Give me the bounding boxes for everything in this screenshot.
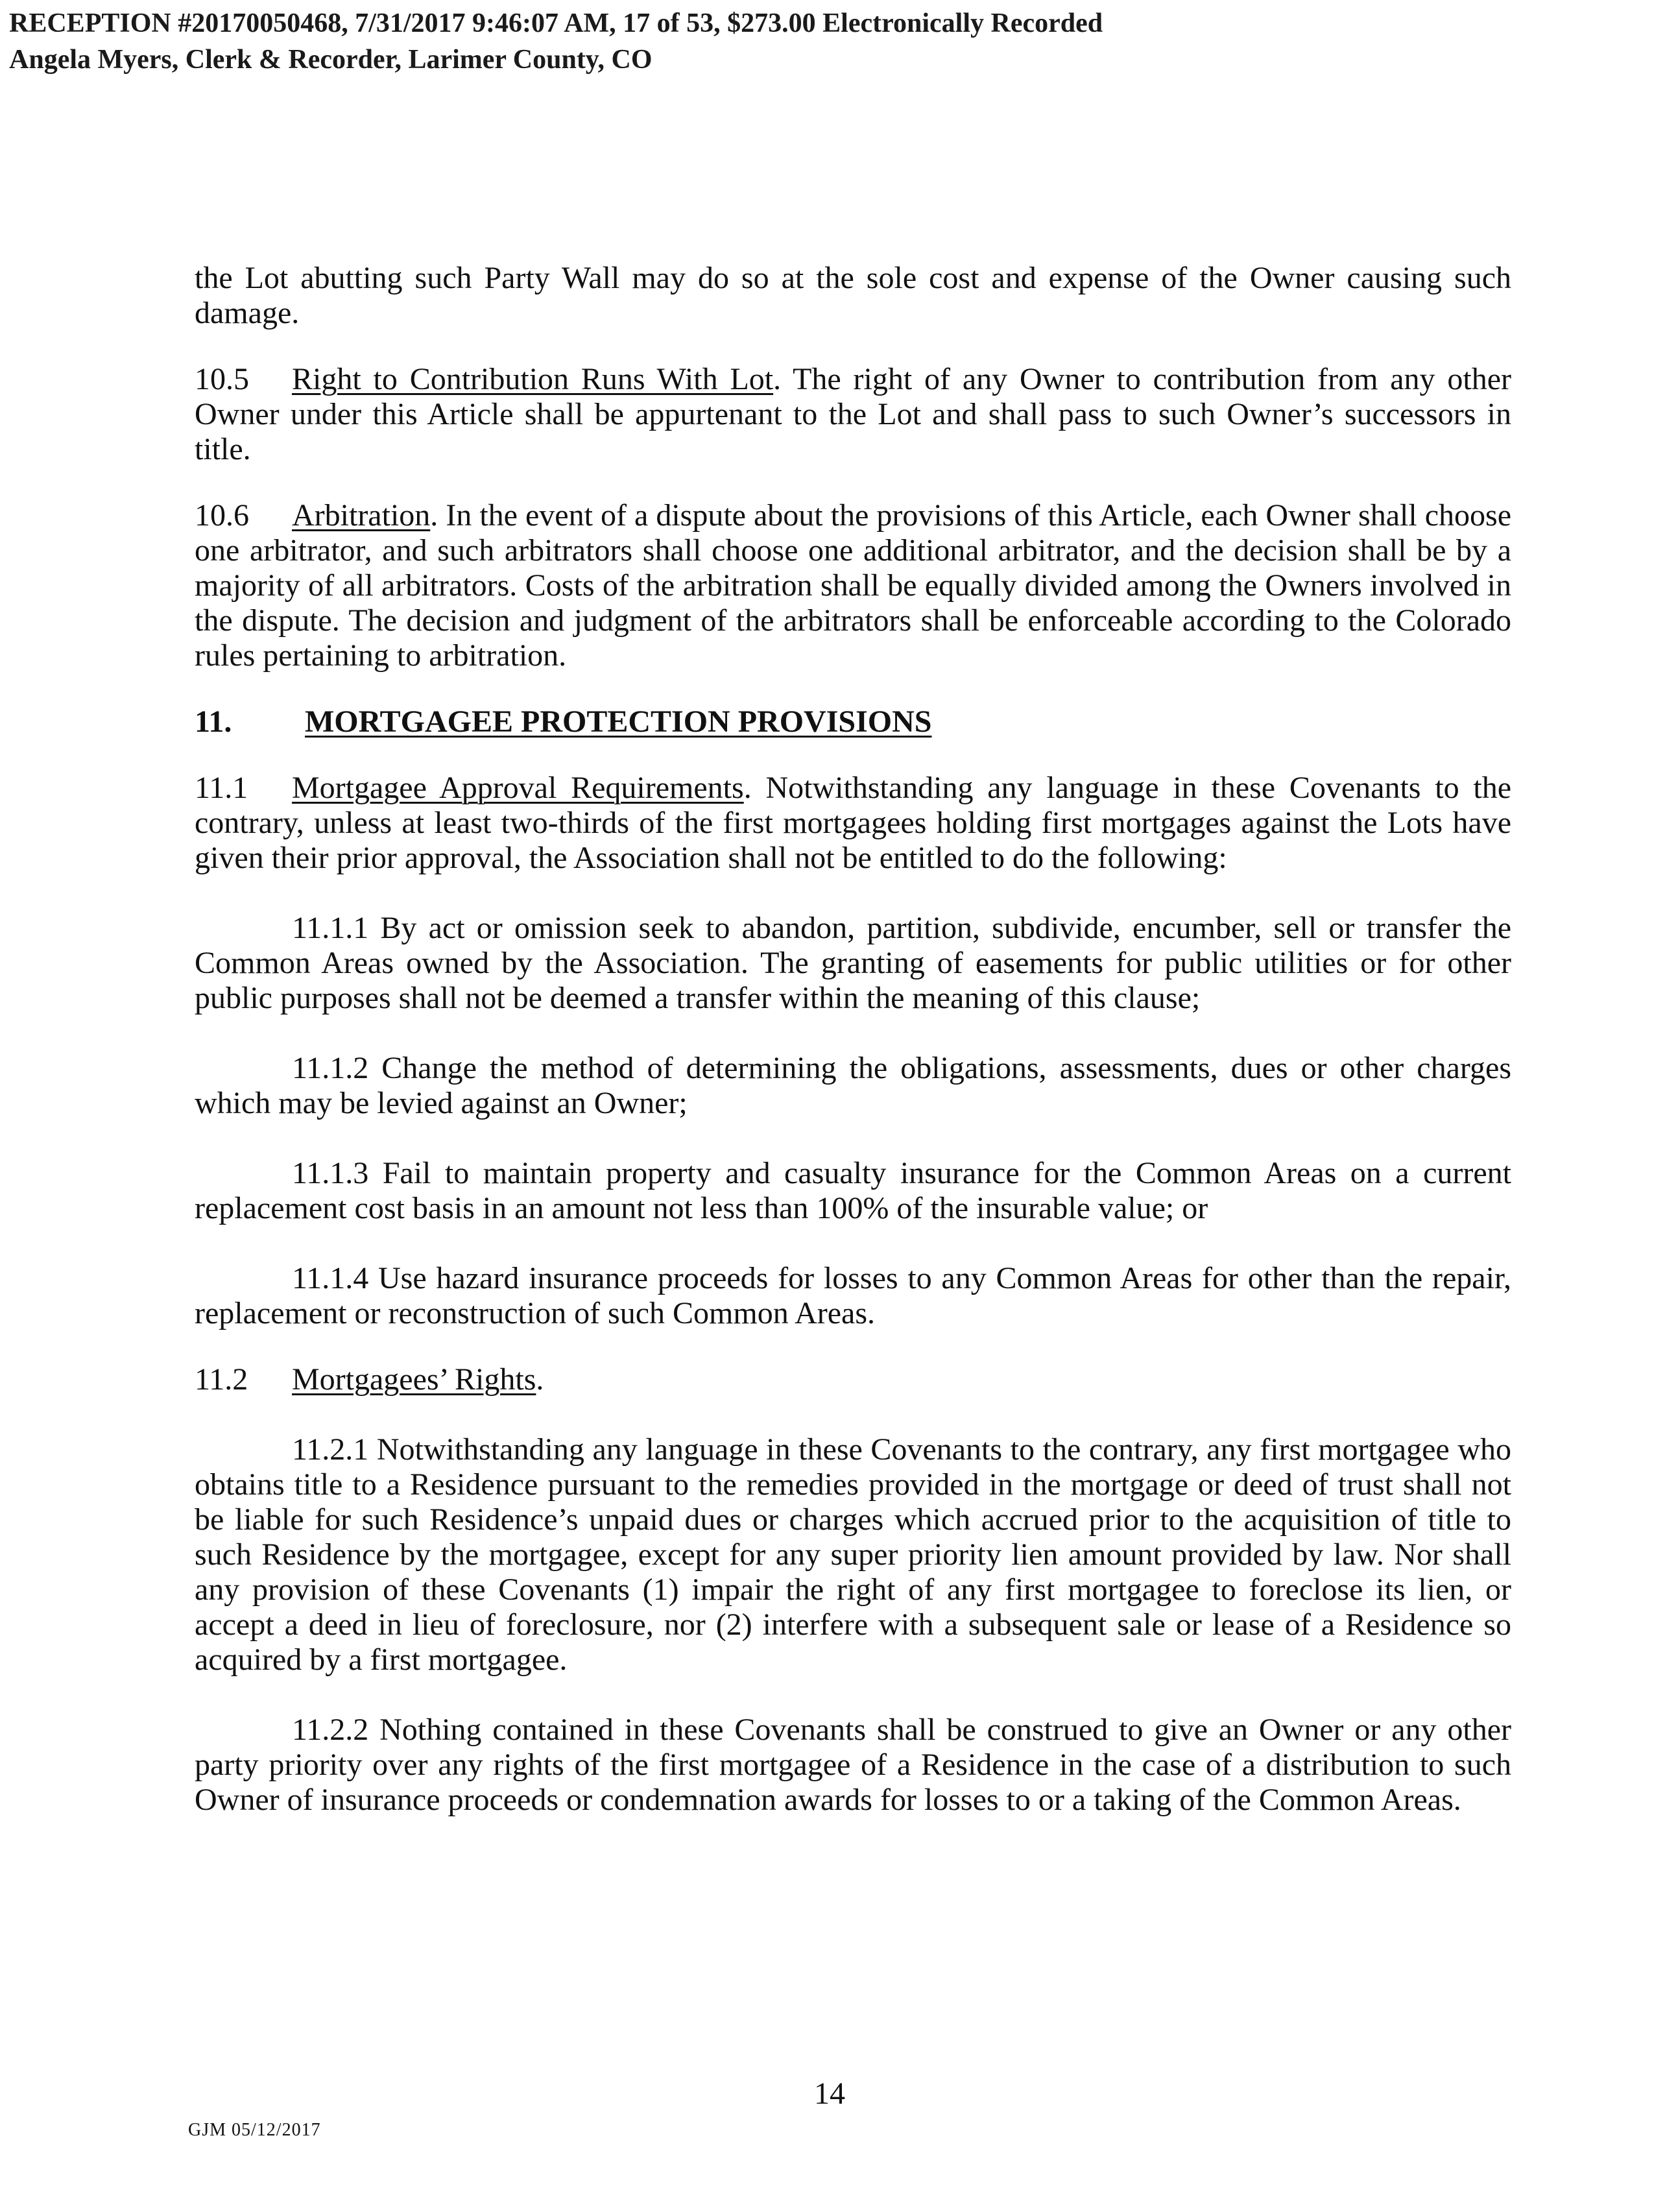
article-11-title: MORTGAGEE PROTECTION PROVISIONS <box>305 704 932 739</box>
section-11-2-number: 11.2 <box>195 1362 248 1397</box>
footer-doc-code: GJM 05/12/2017 <box>188 2120 321 2140</box>
section-10-5-text: The right of any Owner to contribution from any other Owner under this Article shall be appurtenant to the Lot and shall pass to such Owner’s successors in title. <box>195 362 1512 466</box>
section-11-1-number: 11.1 <box>195 771 248 805</box>
section-11-1-title: Mortgagee Approval Requirements <box>292 771 744 805</box>
section-11-1-1: 11.1.1 By act or omission seek to abandon, partition, subdivide, encumber, sell or transfer the Common Areas owned by the Association. The granting of easements for public utilities or for other public purposes shall not be deemed a transfer within the meaning of this clause; <box>195 911 1511 1015</box>
section-11-1: 11.1 Mortgagee Approval Requirements. Notwithstanding any language in these Covenants to the contrary, unless at least two-thirds of the first mortgagees holding first mortgages against the Lots have given their prior approval, the Association shall not be entitled to do the following: <box>195 771 1512 875</box>
section-11-1-text: Notwithstanding any language in these Covenants to the contrary, unless at least two-thirds of the first mortgagees holding first mortgages against the Lots have given their prior approval, the Association shall not be entitled to do the following: <box>195 771 1512 875</box>
section-11-2-1: 11.2.1 Notwithstanding any language in these Covenants to the contrary, any first mortgagee who obtains title to a Residence pursuant to the remedies provided in the mortgage or deed of trust shall not be liable for such Residence’s unpaid dues or charges which accrued prior to the acquisition of title to such Residence by the mortgagee, except for any super priority lien amount provided by law. Nor shall any provision of these Covenants (1) impair the right of any first mortgagee to foreclose its lien, or accept a deed in lieu of foreclosure, nor (2) interfere with a subsequent sale or lease of a Residence so acquired by a first mortgagee. <box>195 1432 1511 1677</box>
recording-stamp-line-1: RECEPTION #20170050468, 7/31/2017 9:46:07 AM, 17 of 53, $273.00 Electronically Recorded <box>9 8 1103 38</box>
section-11-1-2: 11.1.2 Change the method of determining the obligations, assessments, dues or other charges which may be levied against an Owner; <box>195 1051 1511 1120</box>
recording-stamp-line-2: Angela Myers, Clerk & Recorder, Larimer County, CO <box>9 45 653 75</box>
section-10-6: 10.6 Arbitration. In the event of a dispute about the provisions of this Article, each Owner shall choose one arbitrator, and such arbitrators shall choose one additional arbitrator, and the decision shall be by a majority of all arbitrators. Costs of the arbitration shall be equally divided among the Owners involved in the dispute. The decision and judgment of the arbitrators shall be enforceable according to the Colorado rules pertaining to arbitration. <box>195 498 1511 673</box>
article-11-heading <box>195 704 1511 739</box>
article-11-number: 11. <box>195 704 232 739</box>
section-10-5: 10.5 Right to Contribution Runs With Lot. The right of any Owner to contribution from any other Owner under this Article shall be appurtenant to the Lot and shall pass to such Owner’s successors in title. <box>195 362 1512 466</box>
section-11-1-3: 11.1.3 Fail to maintain property and casualty insurance for the Common Areas on a current replacement cost basis in an amount not less than 100% of the insurable value; or <box>195 1156 1511 1225</box>
page-number: 14 <box>814 2076 845 2111</box>
document-body <box>195 261 1511 1818</box>
section-11-1-4: 11.1.4 Use hazard insurance proceeds for losses to any Common Areas for other than the repair, replacement or reconstruction of such Common Areas. <box>195 1261 1511 1330</box>
section-10-6-number: 10.6 <box>195 498 249 533</box>
recording-stamp <box>9 5 1103 78</box>
section-10-6-text: In the event of a dispute about the provisions of this Article, each Owner shall choose one arbitrator, and such arbitrators shall choose one additional arbitrator, and the decision shall be by a majority of all arbitrators. Costs of the arbitration shall be equally divided among the Owners involved in the dispute. The decision and judgment of the arbitrators shall be enforceable according to the Colorado rules pertaining to arbitration. <box>195 498 1511 673</box>
continuation-paragraph: the Lot abutting such Party Wall may do so at the sole cost and expense of the Owner causing such damage. <box>195 261 1511 330</box>
section-11-2: 11.2 Mortgagees’ Rights. <box>195 1362 544 1397</box>
section-11-2-2: 11.2.2 Nothing contained in these Covenants shall be construed to give an Owner or any other party priority over any rights of the first mortgagee of a Residence in the case of a distribution to such Owner of insurance proceeds or condemnation awards for losses to or a taking of the Common Areas. <box>195 1713 1511 1817</box>
section-10-6-title: Arbitration <box>292 498 431 533</box>
section-10-5-number: 10.5 <box>195 362 249 396</box>
section-11-2-title: Mortgagees’ Rights <box>292 1362 536 1397</box>
section-10-5-title: Right to Contribution Runs With Lot <box>292 362 774 396</box>
